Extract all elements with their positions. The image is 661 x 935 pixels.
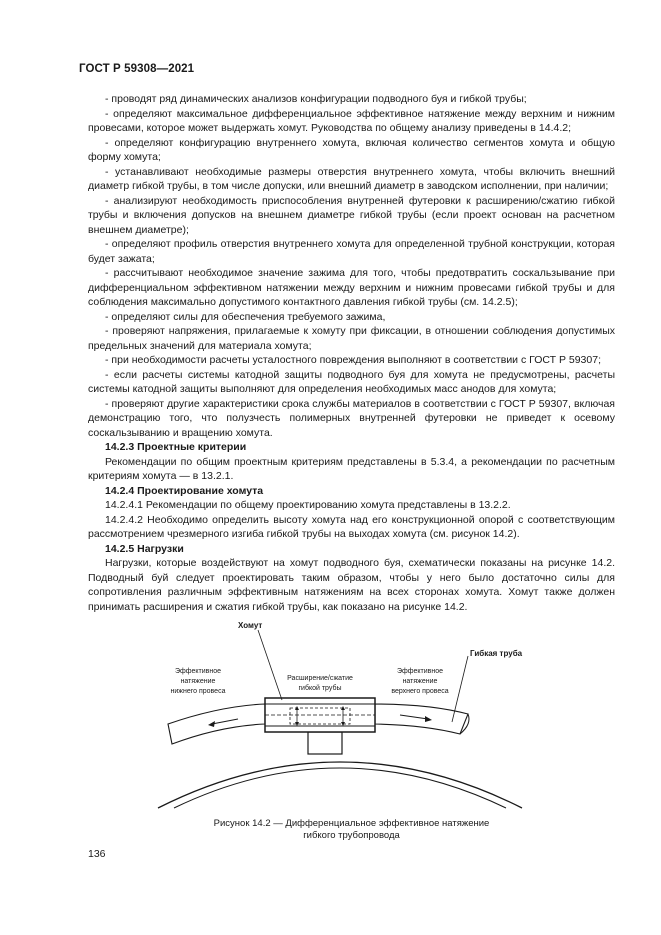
pipe-left	[168, 704, 265, 744]
label-center-2: гибкой трубы	[298, 685, 342, 692]
callout-clamp	[258, 630, 282, 700]
label-right-3: верхнего провеса	[391, 688, 449, 695]
paragraph: - устанавливают необходимые размеры отверстия внутреннего хомута, чтобы включить внешний диаметр гибкой трубы, в том числе допуски, или внешний диаметр в заводском исполнении, при наличии;	[88, 165, 615, 192]
figure-caption	[88, 818, 615, 842]
paragraph: - определяют максимальное дифференциальное эффективное натяжение между верхним и нижним провесами, которое может выдержать хомут. Руководства по общему анализу приведены в 14.4.2;	[88, 107, 615, 134]
paragraph: Нагрузки, которые воздействуют на хомут подводного буя, схематически показаны на рисунке 14.2. Подводный буй следует проектировать таким образом, чтобы у него было достаточно силы для сопротивления различным эффективным натяжениям на всех сторонах хомута. Хомут также должен принимать расширения и сжатия гибкой трубы, как показано на рисунке 14.2.	[88, 557, 615, 613]
label-right-2: натяжение	[402, 678, 438, 685]
document-header: ГОСТ Р 59308—2021	[79, 63, 195, 75]
label-center-1: Расширение/сжатие	[287, 675, 353, 682]
label-right-1: Эффективное	[396, 668, 444, 675]
section-heading: 14.2.5 Нагрузки	[105, 542, 184, 555]
paragraph: - проверяют напряжения, прилагаемые к хомуту при фиксации, в отношении соблюдения допустимых предельных значений для материала хомута;	[88, 325, 615, 352]
paragraph: - определяют конфигурацию внутреннего хомута, включая количество сегментов хомута и общую форму хомута;	[88, 136, 615, 163]
pipe-right	[375, 704, 468, 734]
label-left-2: натяжение	[180, 678, 216, 685]
paragraph: - анализируют необходимость приспособления внутренней футеровки к расширению/сжатию гибкой трубы и включения допусков на внешнем диаметре гибкой трубы (если проект основан на расчетном внешнем диаметре);	[88, 194, 615, 236]
paragraph: - проверяют другие характеристики срока службы материалов в соответствии с ГОСТ Р 59307, включая демонстрацию того, что полузчесть полимерных внутренней футеровки не приведет к осевому соскальзыванию и вращению хомута.	[88, 397, 615, 439]
figure-14-2	[150, 616, 530, 811]
paragraph: - определяют профиль отверстия внутреннего хомута для определенной трубной конструкции, которая будет зажата;	[88, 238, 615, 265]
paragraph: - проводят ряд динамических анализов конфигурации подводного буя и гибкой трубы;	[105, 93, 527, 105]
section-heading: 14.2.3 Проектные критерии	[105, 441, 247, 453]
paragraph: - если расчеты системы катодной защиты подводного буя для хомута не предусмотрены, расчеты системы катодной защиты выполняют для определения необходимых масс анодов для хомута;	[88, 368, 615, 395]
paragraph: Рекомендации по общим проектным критериям представлены в 5.3.4, а рекомендации по расчетным критериям хомута — в 13.2.1.	[88, 455, 615, 482]
clamp-support	[308, 732, 342, 754]
caption-line-2: гибкого трубопровода	[303, 830, 400, 841]
label-left-3: нижнего провеса	[170, 688, 226, 695]
label-pipe: Гибкая труба	[470, 649, 523, 658]
paragraph: 14.2.4.1 Рекомендации по общему проектированию хомута представлены в 13.2.2.	[105, 499, 511, 511]
clamp-diagram	[150, 616, 530, 811]
section-heading: 14.2.4 Проектирование хомута	[105, 484, 264, 497]
page-number: 136	[88, 848, 106, 860]
caption-line-1: Рисунок 14.2 — Дифференциальное эффективное натяжение	[213, 818, 490, 829]
label-clamp: Хомут	[238, 621, 263, 630]
paragraph: - рассчитывают необходимое значение зажима для того, чтобы предотвратить соскальзывание при дифференциальном эффективном натяжении между верхним и нижним провесами гибкой трубы и для соблюдения максимально допустимого контактного давления гибкой трубы (см. 14.2.5);	[88, 267, 615, 308]
buoy-arc-outer	[158, 762, 522, 808]
label-left-1: Эффективное	[174, 668, 222, 675]
buoy-arc-inner	[174, 768, 506, 808]
paragraph: - при необходимости расчеты усталостного повреждения выполняют в соответствии с ГОСТ Р 59307;	[105, 354, 601, 366]
paragraph: 14.2.4.2 Необходимо определить высоту хомута над его конструкционной опорой с соответствующим рассмотрением чрезмерного изгиба гибкой трубы на выходах хомута (см. рисунок 14.2).	[88, 513, 615, 540]
paragraph: - определяют силы для обеспечения требуемого зажима,	[105, 310, 386, 323]
body-text	[88, 92, 615, 614]
